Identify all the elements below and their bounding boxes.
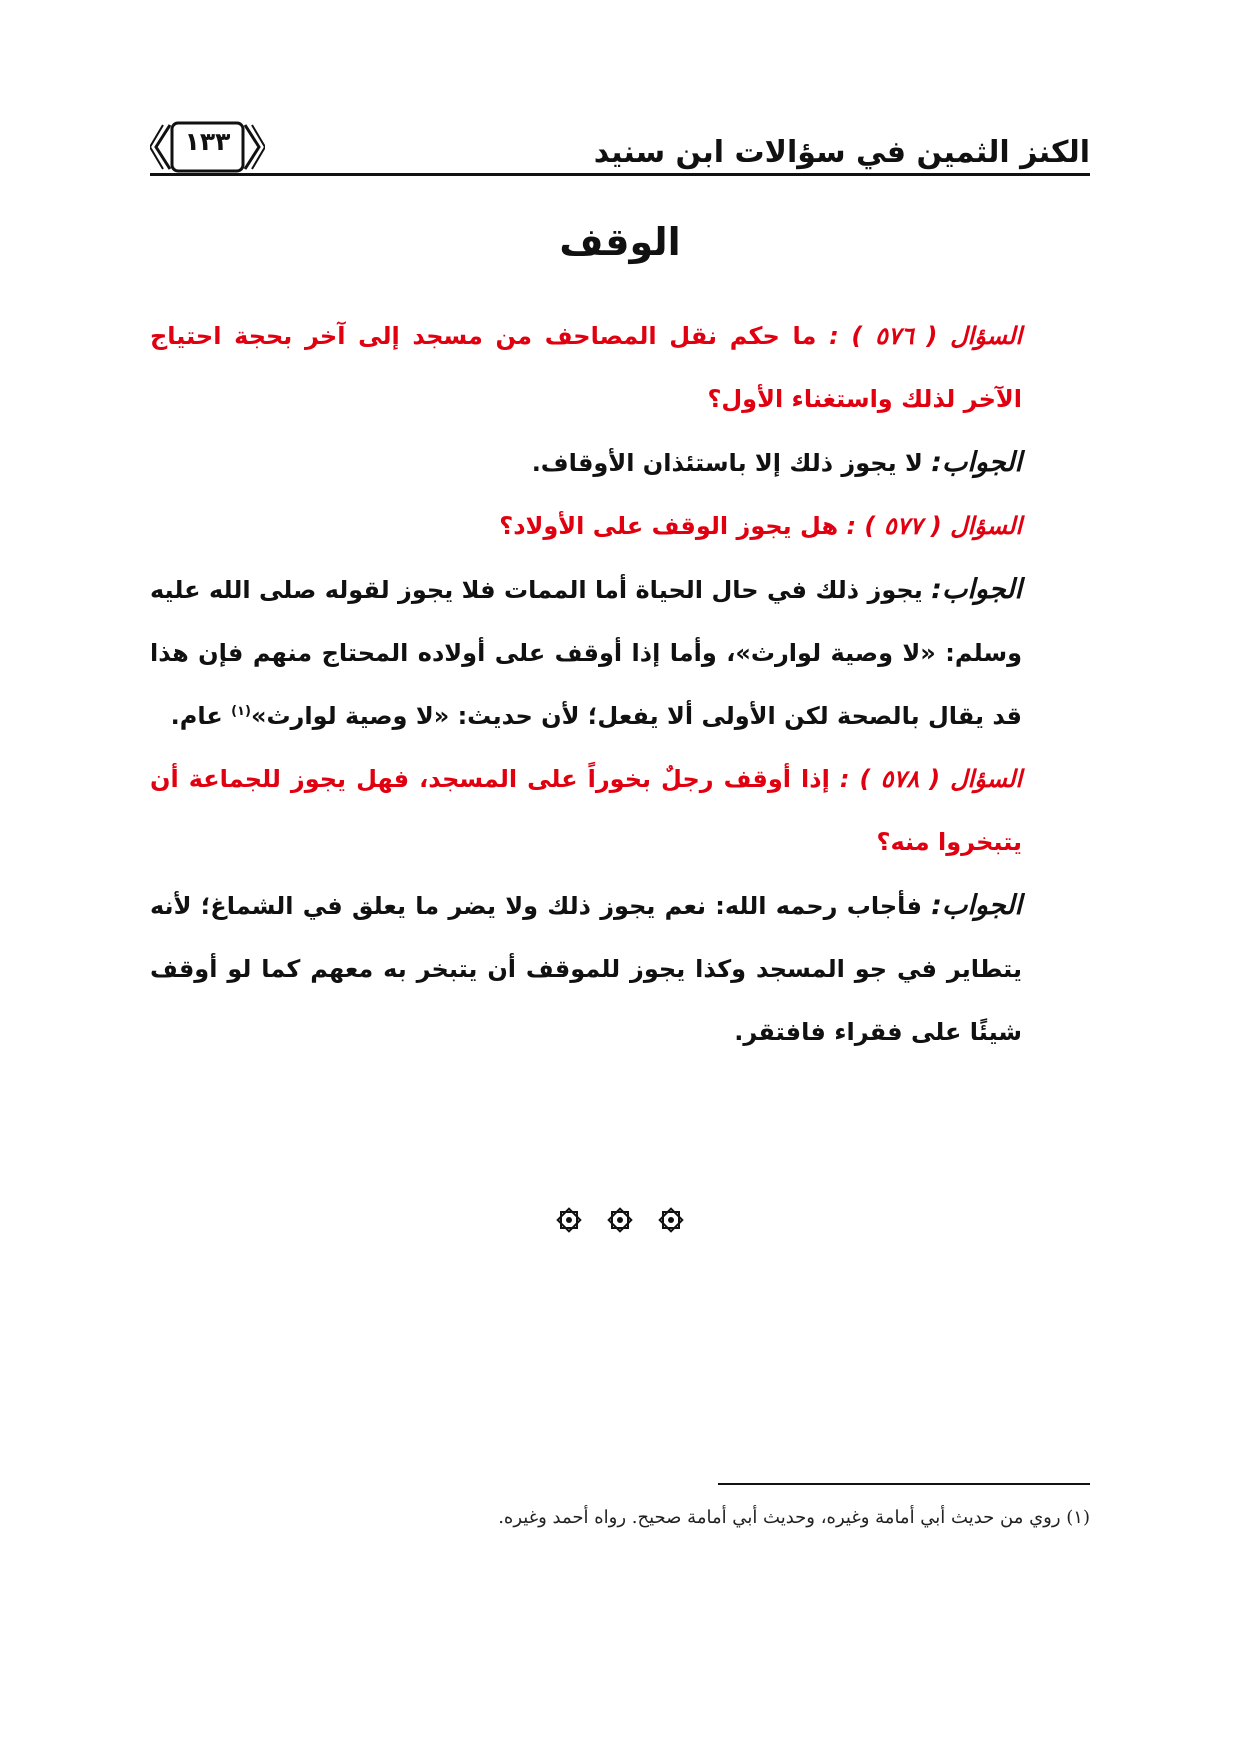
footnote-separator <box>718 1483 1090 1485</box>
eight-point-star-icon <box>605 1205 635 1235</box>
header-rule <box>150 173 1090 176</box>
answer-label: الجواب: <box>931 890 1022 921</box>
answer-576 <box>150 431 1090 495</box>
eight-point-star-icon <box>656 1205 686 1235</box>
answer-label: الجواب: <box>931 447 1022 478</box>
question-label: السؤال ( ٥٧٦ ) : <box>829 322 1022 350</box>
question-578 <box>150 748 1090 874</box>
page-header <box>150 95 1090 175</box>
section-end-ornaments <box>0 1205 1240 1239</box>
question-576 <box>150 305 1090 431</box>
footnote-reference[interactable]: (١) <box>231 704 251 719</box>
answer-577 <box>150 558 1090 748</box>
question-text: ما حكم نقل المصاحف من مسجد إلى آخر بحجة احتياج الآخر لذلك واستغناء الأول؟ <box>150 322 1022 413</box>
eight-point-star-icon <box>554 1205 584 1235</box>
page-number: ١٣٣ <box>184 127 231 156</box>
page-number-frame <box>150 119 265 175</box>
section-title: الوقف <box>559 220 681 264</box>
answer-578 <box>150 874 1090 1064</box>
answer-text: فأجاب رحمه الله: نعم يجوز ذلك ولا يضر ما يعلق في الشماغ؛ لأنه يتطاير في جو المسجد وكذا يجوز للموقف أن يتبخر به معهم كما لو أوقف شيئًا على فقراء فافتقر. <box>150 892 1022 1046</box>
question-label: السؤال ( ٥٧٨ ) : <box>839 765 1023 793</box>
running-title: الكنز الثمين في سؤالات ابن سنيد <box>593 135 1090 170</box>
answer-text-part-1: يجوز ذلك في حال الحياة أما الممات فلا يجوز لقوله صلى الله عليه وسلم: «لا وصية لوارث»، وأما إذا أوقف على أولاده المحتاج منهم فإن هذا قد يقال بالصحة لكن الأولى ألا يفعل؛ لأن حديث: «لا وصية لوارث» <box>150 576 1022 730</box>
answer-text: لا يجوز ذلك إلا باستئذان الأوقاف. <box>531 449 932 477</box>
qa-block-576 <box>150 305 1090 1064</box>
question-label: السؤال ( ٥٧٧ ) : <box>846 512 1022 540</box>
footnote: (١) روي من حديث أبي أمامة وغيره، وحديث أبي أمامة صحيح. رواه أحمد وغيره. <box>498 1507 1090 1528</box>
answer-text-part-2: عام. <box>170 702 232 730</box>
question-text: إذا أوقف رجلٌ بخوراً على المسجد، فهل يجوز للجماعة أن يتبخروا منه؟ <box>150 765 1022 856</box>
answer-label: الجواب: <box>931 574 1022 605</box>
question-text: هل يجوز الوقف على الأولاد؟ <box>499 512 847 540</box>
question-577 <box>150 495 1090 558</box>
